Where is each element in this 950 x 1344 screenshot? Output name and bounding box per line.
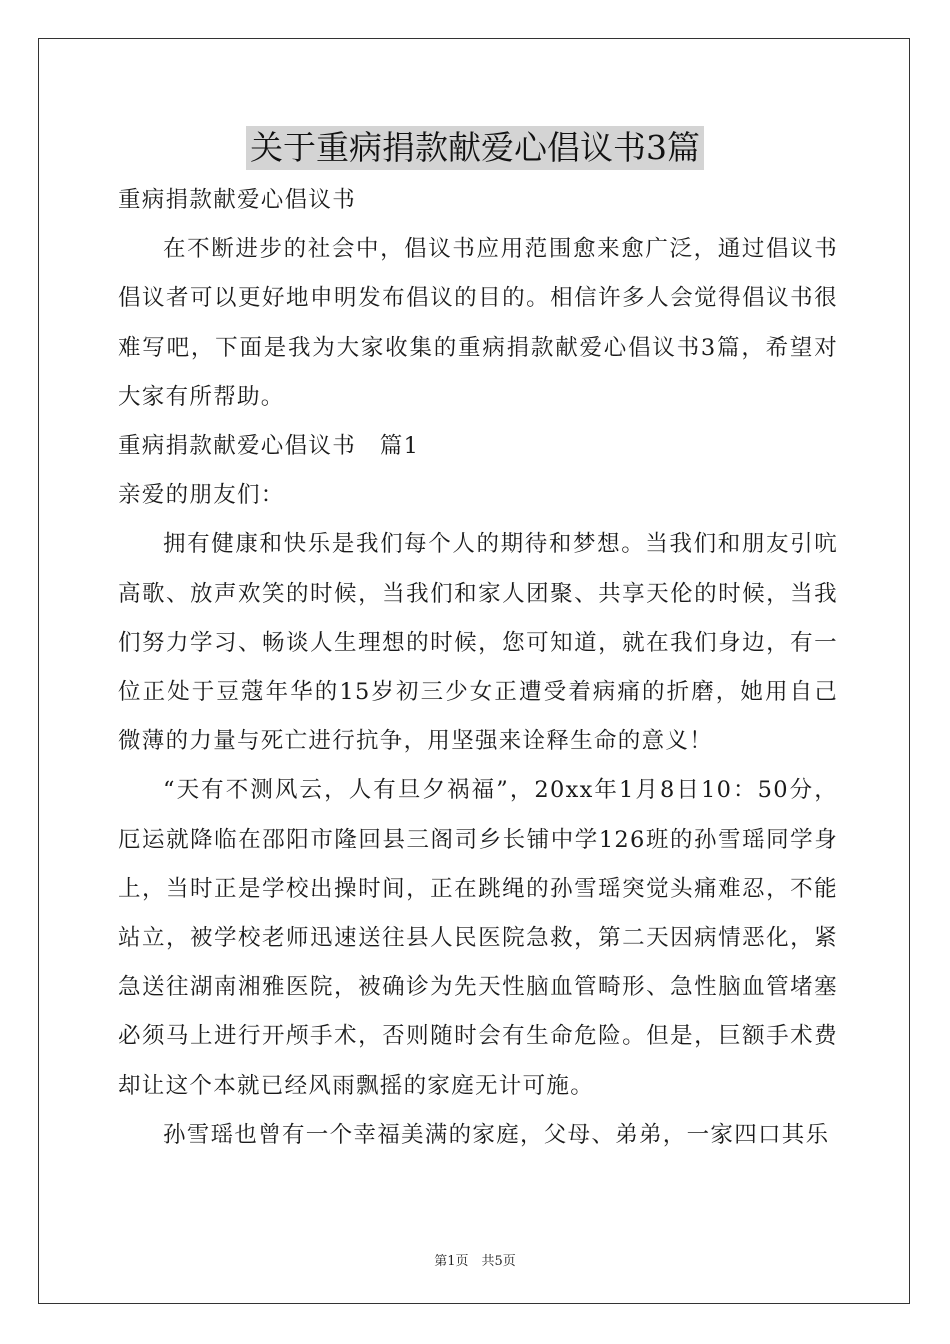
title-container [0, 126, 950, 170]
main-heading: 重病捐款献爱心倡议书 [118, 187, 357, 213]
intro-paragraph: 在不断进步的社会中，倡议书应用范围愈来愈广泛，通过倡议书倡议者可以更好地申明发布倡议的目的。相信许多人会觉得倡议书很难写吧，下面是我为大家收集的重病捐款献爱心倡议书3篇，希望对大家有所帮助。 [118, 236, 838, 410]
document-title: 关于重病捐款献爱心倡议书3篇 [246, 126, 704, 170]
document-body [118, 176, 838, 1160]
salutation: 亲爱的朋友们： [118, 482, 285, 509]
section-heading: 重病捐款献爱心倡议书 篇1 [118, 433, 420, 460]
body-paragraph-2: “天有不测风云，人有旦夕祸福”，20xx年1月8日10：50分，厄运就降临在邵阳市隆回县三阁司乡长铺中学126班的孙雪瑶同学身上，当时正是学校出操时间，正在跳绳的孙雪瑶突觉头痛难忍，不能站立，被学校老师迅速送往县人民医院急救，第二天因病情恶化，紧急送往湖南湘雅医院，被确诊为先天性脑血管畸形、急性脑血管堵塞必须马上进行开颅手术，否则随时会有生命危险。但是，巨额手术费却让这个本就已经风雨飘摇的家庭无计可施。 [118, 777, 838, 1099]
body-paragraph-3: 孙雪瑶也曾有一个幸福美满的家庭，父母、弟弟，一家四口其乐 [163, 1121, 830, 1148]
body-paragraph-1: 拥有健康和快乐是我们每个人的期待和梦想。当我们和朋友引吭高歌、放声欢笑的时候，当我们和家人团聚、共享天伦的时候，当我们努力学习、畅谈人生理想的时候，您可知道，就在我们身边，有一位正处于豆蔻年华的15岁初三少女正遭受着病痛的折磨，她用自己微薄的力量与死亡进行抗争，用坚强来诠释生命的意义！ [118, 531, 838, 755]
page-footer: 第1页 共5页 [434, 1254, 516, 1269]
